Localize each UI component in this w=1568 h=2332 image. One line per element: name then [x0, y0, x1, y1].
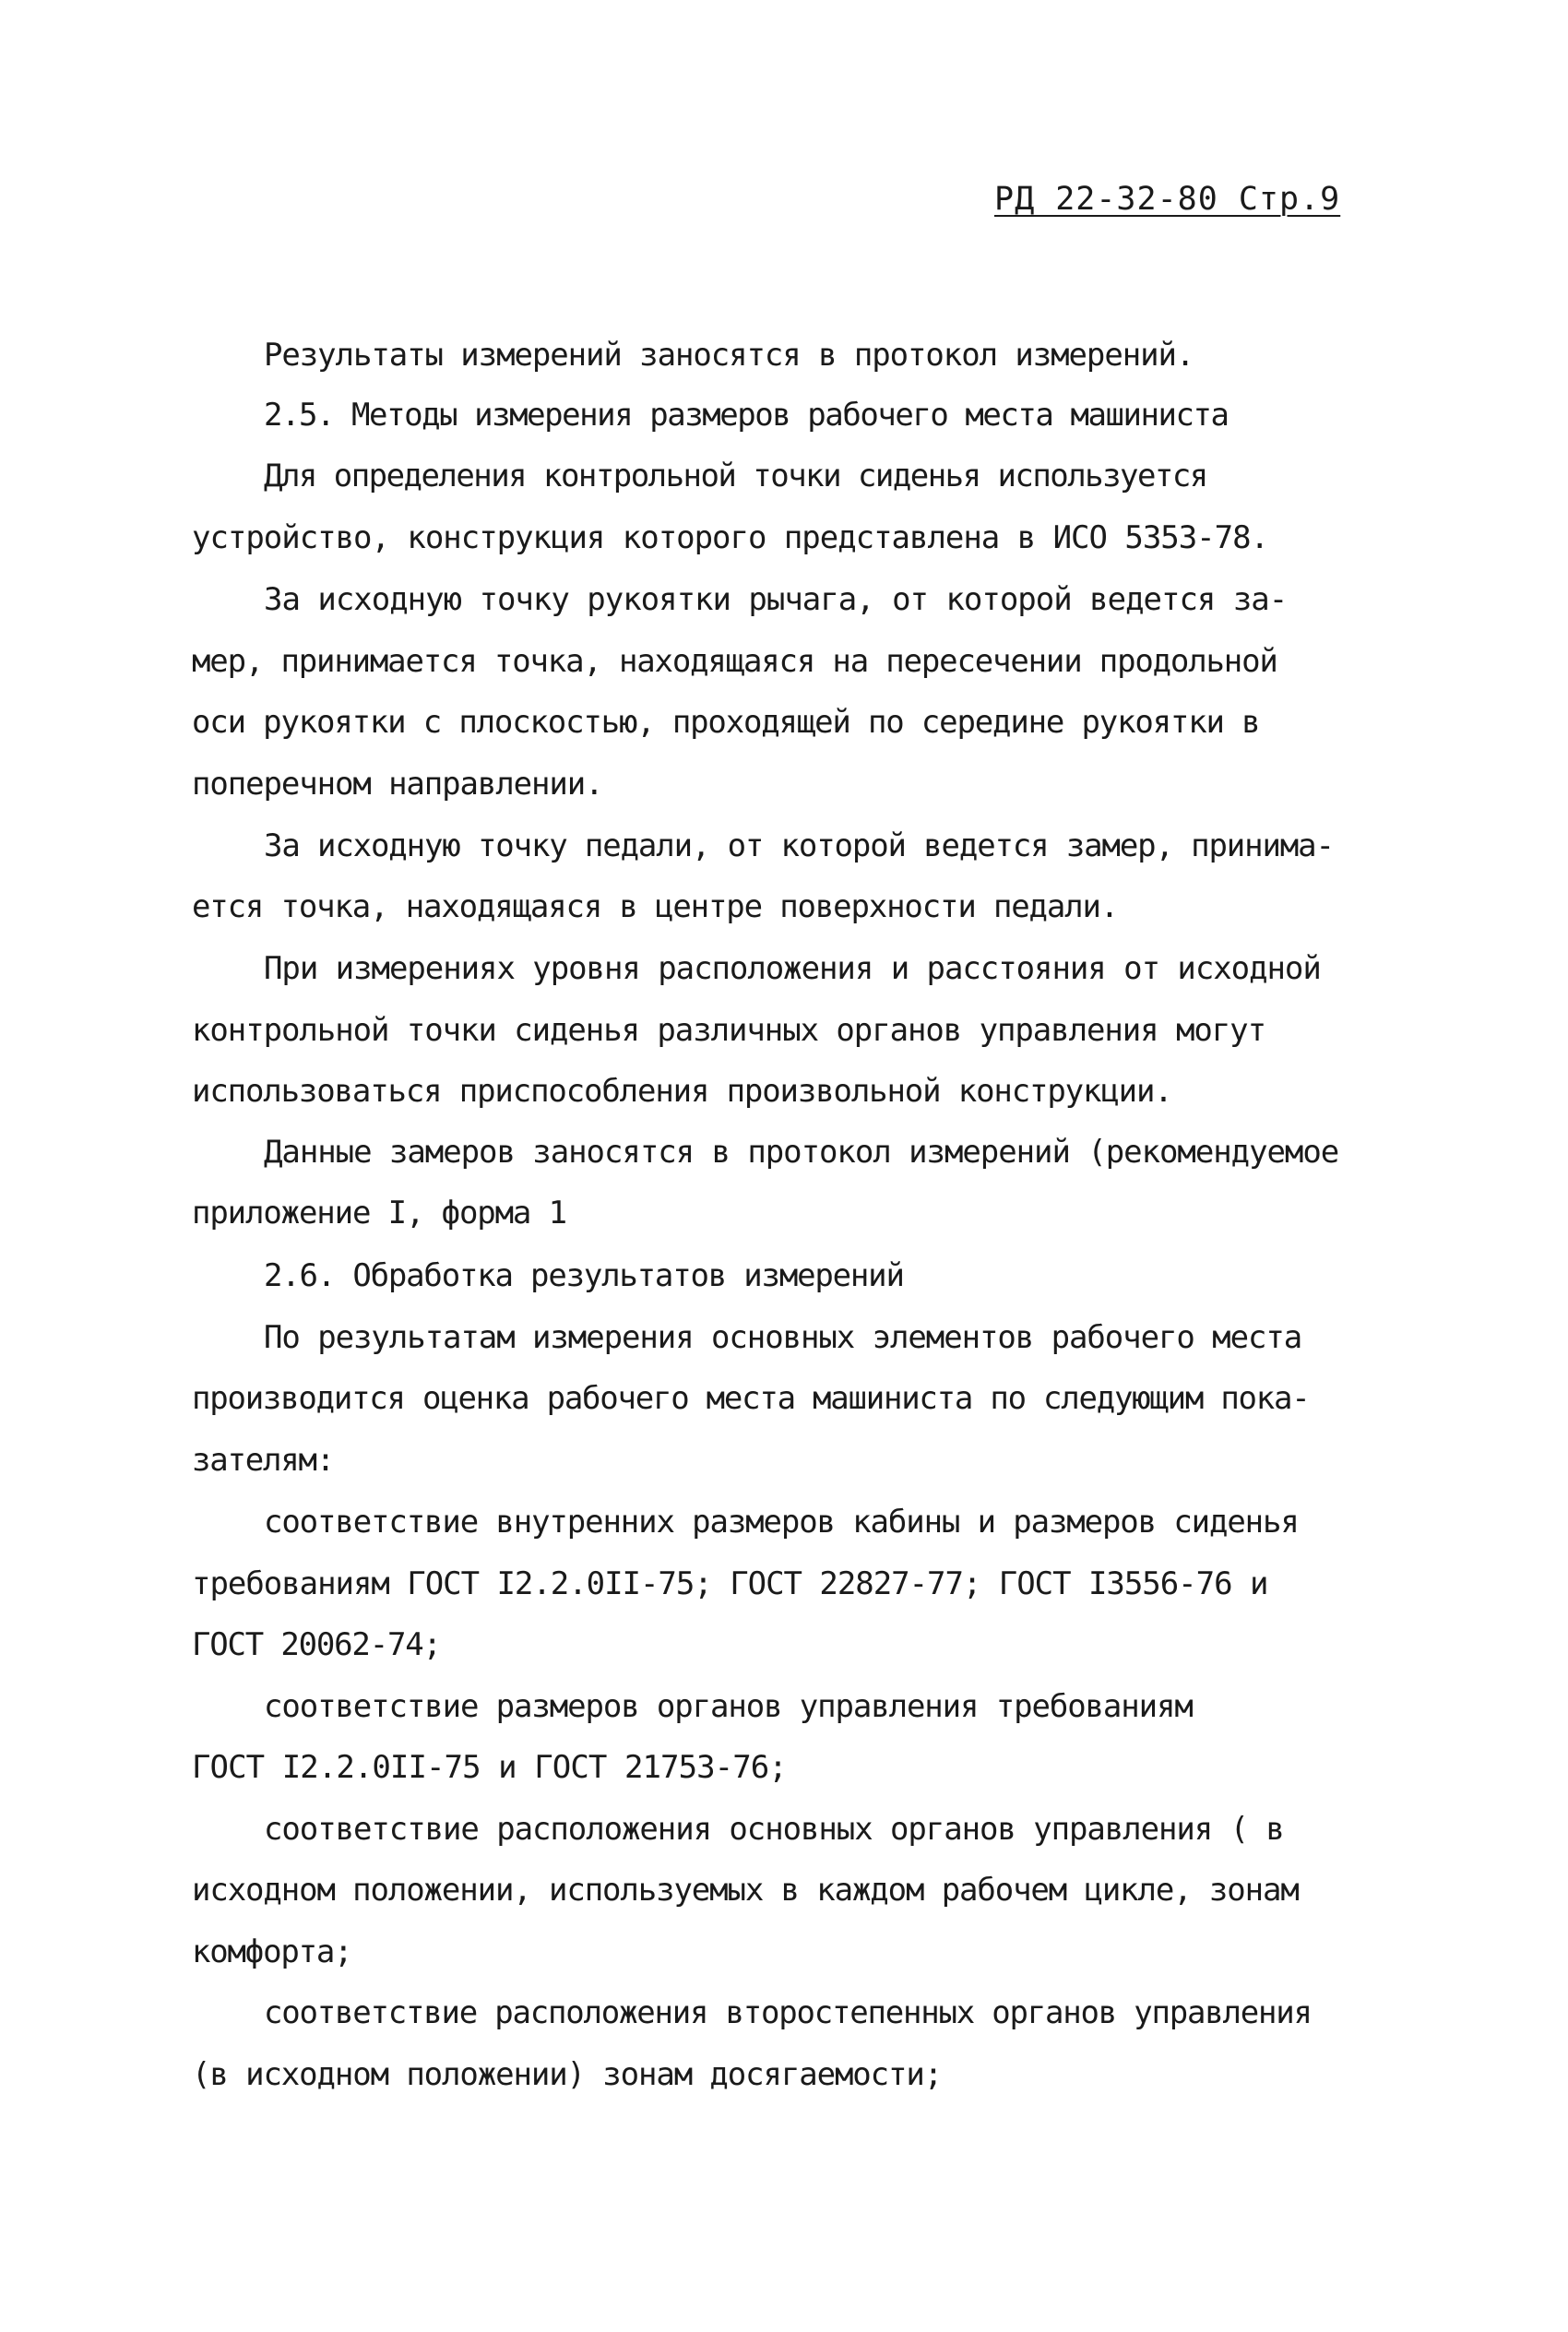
list-item: (в исходном положении) зонам досягаемости; — [192, 2056, 943, 2093]
text-line: За исходную точку педали, от которой ведется замер, принима- — [264, 827, 1334, 864]
text-line: Данные замеров заносятся в протокол измерений (рекомендуемое — [264, 1134, 1339, 1171]
text-line: оси рукоятки с плоскостью, проходящей по середине рукоятки в — [192, 704, 1260, 741]
list-item: ГОСТ I2.2.0II-75 и ГОСТ 21753-76; — [192, 1749, 787, 1786]
list-item: соответствие расположения основных органов управления ( в — [264, 1811, 1284, 1848]
list-item: ГОСТ 20062-74; — [192, 1626, 441, 1663]
section-heading: 2.5. Методы измерения размеров рабочего места машиниста — [264, 397, 1229, 434]
text-line: зателям: — [192, 1442, 334, 1479]
text-line: поперечном направлении. — [192, 766, 603, 803]
text-line: При измерениях уровня расположения и расстояния от исходной — [264, 950, 1321, 987]
text-line: Результаты измерений заносятся в протокол измерений. — [264, 337, 1194, 374]
page-header: РД 22-32-80 Стр.9 — [994, 181, 1341, 218]
text-line: использоваться приспособления произвольной конструкции. — [192, 1073, 1172, 1110]
list-item: соответствие внутренних размеров кабины и размеров сиденья — [264, 1504, 1299, 1541]
list-item: требованиям ГОСТ I2.2.0II-75; ГОСТ 22827-77; ГОСТ I3556-76 и — [192, 1565, 1268, 1602]
text-line: Для определения контрольной точки сиденья используется — [264, 458, 1207, 494]
text-line: приложение I, форма 1 — [192, 1195, 566, 1231]
list-item: комфорта; — [192, 1933, 352, 1970]
section-heading: 2.6. Обработка результатов измерений — [264, 1257, 904, 1294]
text-line: За исходную точку рукоятки рычага, от которой ведется за- — [264, 581, 1288, 618]
list-item: соответствие размеров органов управления требованиям — [264, 1688, 1193, 1725]
text-line: мер, принимается точка, находящаяся на пересечении продольной — [192, 643, 1277, 680]
text-line: ется точка, находящаяся в центре поверхности педали. — [192, 888, 1119, 925]
text-line: контрольной точки сиденья различных органов управления могут — [192, 1012, 1265, 1049]
text-line: производится оценка рабочего места машиниста по следующим пока- — [192, 1380, 1310, 1417]
list-item: исходном положении, используемых в каждом рабочем цикле, зонам — [192, 1872, 1299, 1909]
list-item: соответствие расположения второстепенных органов управления — [264, 1994, 1312, 2031]
text-line: По результатам измерения основных элементов рабочего места — [264, 1319, 1302, 1356]
text-line: устройство, конструкция которого представлена в ИСО 5353-78. — [192, 519, 1268, 556]
